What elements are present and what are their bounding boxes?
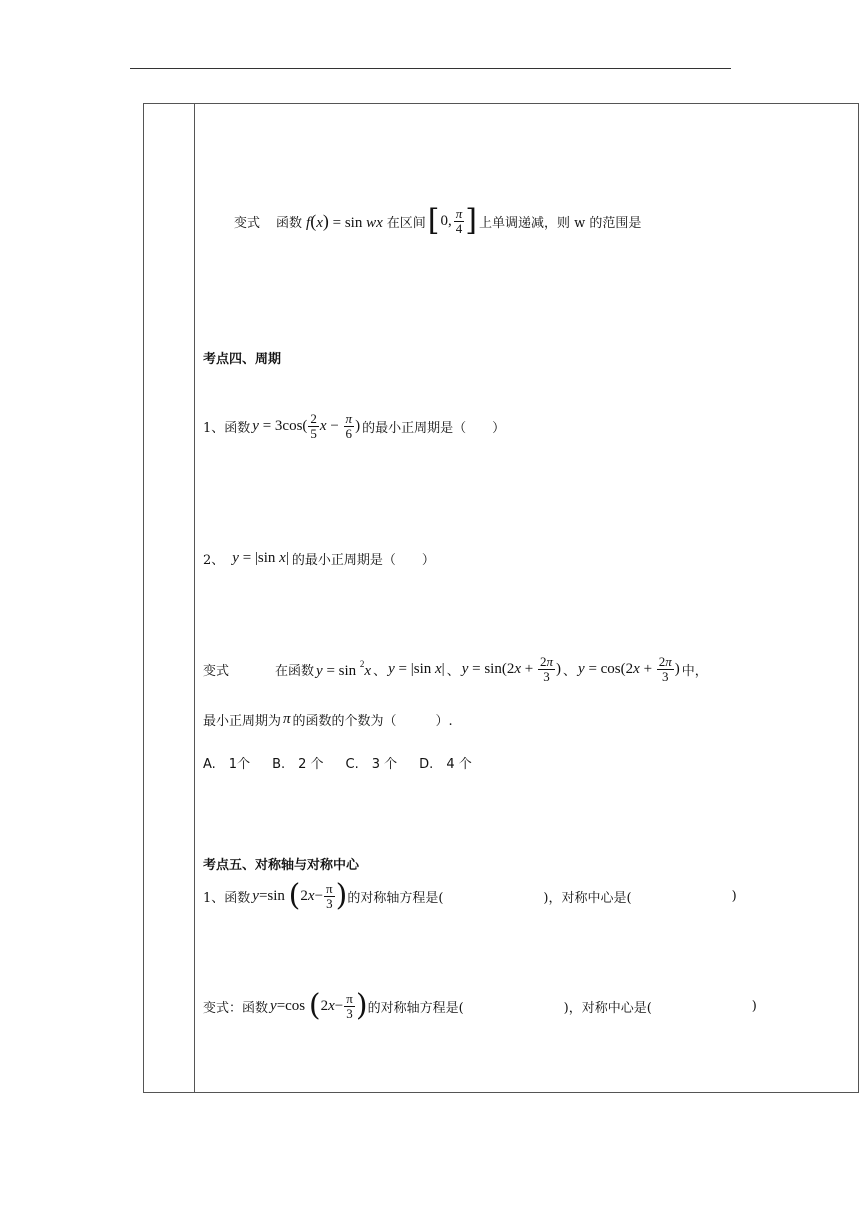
s5v-mid2: )，对称中心是(	[563, 1000, 652, 1016]
separator-2: 、	[446, 663, 460, 679]
q2-suffix: 的最小正周期是（ ）	[291, 552, 435, 568]
variant-label: 变式	[234, 215, 261, 231]
section-title-period: 考点四、周期	[203, 352, 282, 367]
formula-3cos: y = 3cos( $\frac{2}{5}$ x − $\frac{\pi}{6}$ )	[252, 410, 361, 441]
variant-period-label: 变式	[203, 663, 230, 679]
formula-f-sinwx: f(x) = sin wx	[306, 210, 383, 231]
formula-interval: [ 0, $\frac{\pi}{4}$ ]	[427, 203, 477, 238]
question-period-1	[203, 406, 505, 446]
s5q1-prefix: 1、函数	[203, 890, 251, 906]
question-symmetry-1	[203, 875, 737, 917]
separator-1: 、	[373, 663, 387, 679]
header-rule	[130, 68, 731, 69]
formula-sin-2x-2pi3: y = sin(2 x + $\frac{2\pi}{3}$ )	[461, 653, 561, 684]
formula-sin-2x-pi3: y =sin ( 2 x − $\frac{\pi}{3}$ )	[252, 878, 348, 913]
answer-options	[203, 753, 472, 772]
variant-period-line-2	[203, 710, 453, 729]
variant-monotonic-question	[234, 200, 641, 242]
variant-symmetry-question	[203, 985, 757, 1027]
option-b: B. 2 个	[272, 757, 324, 772]
table-column-divider	[194, 103, 195, 1093]
formula-abs-sinx-2: y = |sin x|	[388, 660, 445, 677]
variant-period-text-1: 在函数	[275, 663, 315, 679]
variant-period-question	[203, 649, 708, 689]
formula-sin2x: y = sin $^2$x	[316, 658, 372, 679]
s5q1-end: )	[731, 888, 737, 904]
option-a: A. 1个	[203, 757, 251, 772]
q2-prefix: 2、	[203, 552, 225, 568]
s5q1-mid2: )，对称中心是(	[543, 890, 632, 906]
variant-period-text-2: 中，	[681, 663, 708, 679]
s5v-prefix: 变式：函数	[203, 1000, 269, 1016]
formula-cos-2x-2pi3: y = cos(2 x + $\frac{2\pi}{3}$ )	[578, 653, 680, 684]
s5v-mid: 的对称轴方程是(	[367, 1000, 464, 1016]
variant-text-2: 在区间	[386, 215, 426, 231]
formula-cos-2x-pi3: y =cos ( 2 x − $\frac{\pi}{3}$ )	[270, 988, 368, 1023]
q1-suffix: 的最小正周期是（ ）	[362, 420, 506, 436]
variant-period-line2-b: 的函数的个数为（ ）.	[292, 714, 453, 729]
formula-abs-sinx: y = |sin x|	[232, 549, 289, 566]
variant-text-3: 上单调递减，则 w 的范围是	[478, 215, 642, 231]
formula-pi: π	[283, 711, 291, 727]
s5v-end: )	[751, 998, 757, 1014]
q1-prefix: 1、函数	[203, 420, 251, 436]
separator-3: 、	[563, 663, 577, 679]
section-title-symmetry: 考点五、对称轴与对称中心	[203, 858, 360, 873]
option-d: D. 4 个	[419, 757, 472, 772]
table-frame	[143, 103, 859, 1093]
question-period-2	[203, 547, 435, 569]
variant-period-line2-a: 最小正周期为	[203, 714, 282, 729]
option-c: C. 3 个	[345, 757, 398, 772]
s5q1-mid: 的对称轴方程是(	[347, 890, 444, 906]
variant-text-1: 函数	[276, 215, 303, 231]
